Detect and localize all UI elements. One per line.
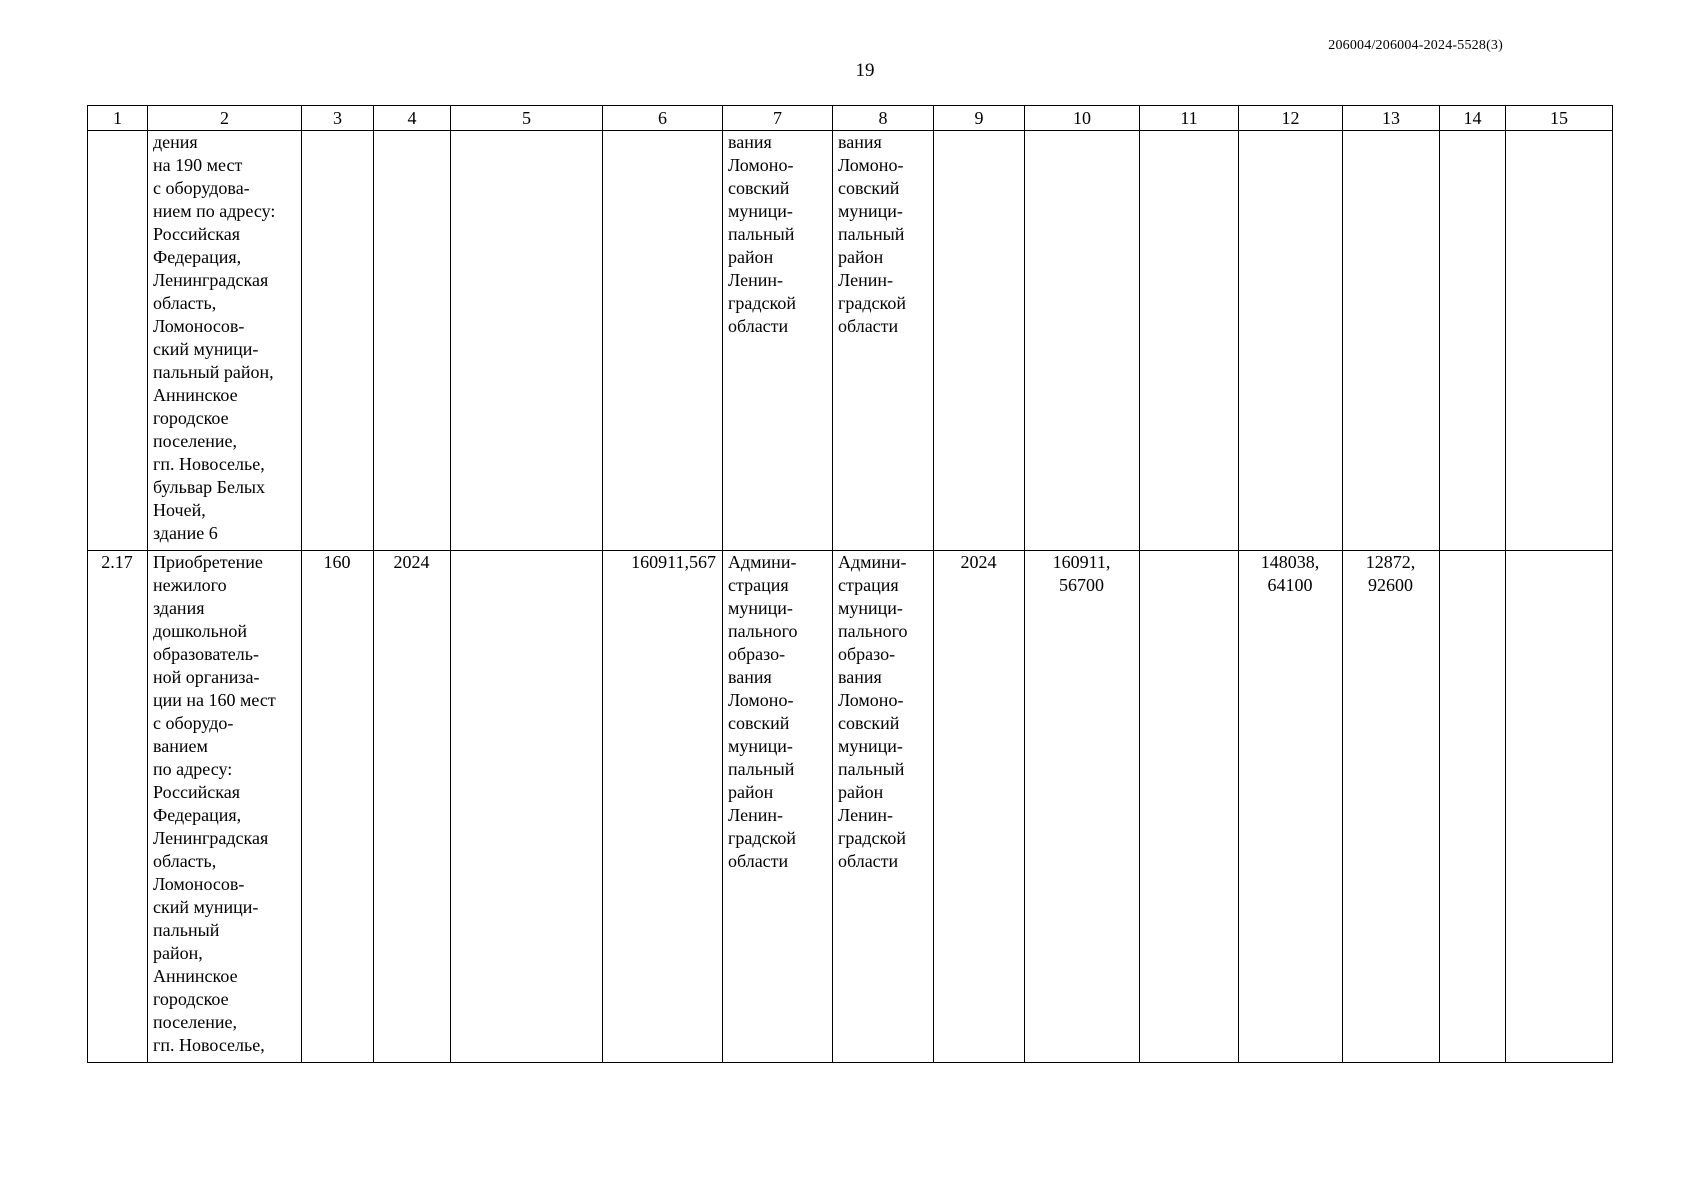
cell-number [88,131,148,551]
cell-developer: вания Ломоно- совский муници- пальный район Ленин- градской области [833,131,934,551]
cell-col5 [451,551,603,1063]
column-header-6: 6 [603,106,723,131]
cell-object-description: Приобретение нежилого здания дошкольной образователь- ной организа- ции на 160 мест с оборудо- ванием по адресу: Российская Федерация, Ленинградская область, Ломоносов- ский муници- пальный район, Аннинское городское поселение, гп. Новоселье, [148,551,302,1063]
cell-capacity [302,131,374,551]
cell-cost: 160911,567 [603,551,723,1063]
cell-col13: 12872, 92600 [1343,551,1440,1063]
cell-col12 [1239,131,1343,551]
column-header-4: 4 [374,106,451,131]
column-header-9: 9 [934,106,1025,131]
cell-col11 [1140,131,1239,551]
column-header-11: 11 [1140,106,1239,131]
column-header-14: 14 [1440,106,1506,131]
page-number: 19 [855,60,875,81]
cell-col10-total: 160911, 56700 [1025,551,1140,1063]
cell-col13 [1343,131,1440,551]
cell-year: 2024 [374,551,451,1063]
column-header-12: 12 [1239,106,1343,131]
cell-col10-total [1025,131,1140,551]
cell-col14 [1440,551,1506,1063]
cell-object-description: дения на 190 мест с оборудова- нием по адресу: Российская Федерация, Ленинградская область, Ломоносов- ский муници- пальный район, Аннинское городское поселение, гп. Новоселье, бульвар Белых Ночей, здание 6 [148,131,302,551]
cell-col14 [1440,131,1506,551]
column-header-3: 3 [302,106,374,131]
column-header-1: 1 [88,106,148,131]
column-header-8: 8 [833,106,934,131]
cell-col9-year: 2024 [934,551,1025,1063]
cell-developer: Админи- страция муници- пального образо- вания Ломоно- совский муници- пальный район Ленин- градской области [833,551,934,1063]
cell-col15 [1506,551,1613,1063]
column-header-5: 5 [451,106,603,131]
cell-customer: вания Ломоно- совский муници- пальный район Ленин- градской области [723,131,833,551]
table-row [88,551,1613,1063]
cell-col9-year [934,131,1025,551]
cell-col12: 148038, 64100 [1239,551,1343,1063]
cell-col5 [451,131,603,551]
cell-year [374,131,451,551]
column-header-2: 2 [148,106,302,131]
document-id: 206004/206004-2024-5528(3) [1328,38,1503,53]
cell-customer: Админи- страция муници- пального образо- вания Ломоно- совский муници- пальный район Ленин- градской области [723,551,833,1063]
cell-number: 2.17 [88,551,148,1063]
header-row [88,106,1613,131]
column-header-10: 10 [1025,106,1140,131]
column-header-7: 7 [723,106,833,131]
column-header-15: 15 [1506,106,1613,131]
table-row [88,131,1613,551]
cell-capacity: 160 [302,551,374,1063]
cell-col11 [1140,551,1239,1063]
column-header-13: 13 [1343,106,1440,131]
data-table [87,105,1613,1063]
cell-cost [603,131,723,551]
cell-col15 [1506,131,1613,551]
